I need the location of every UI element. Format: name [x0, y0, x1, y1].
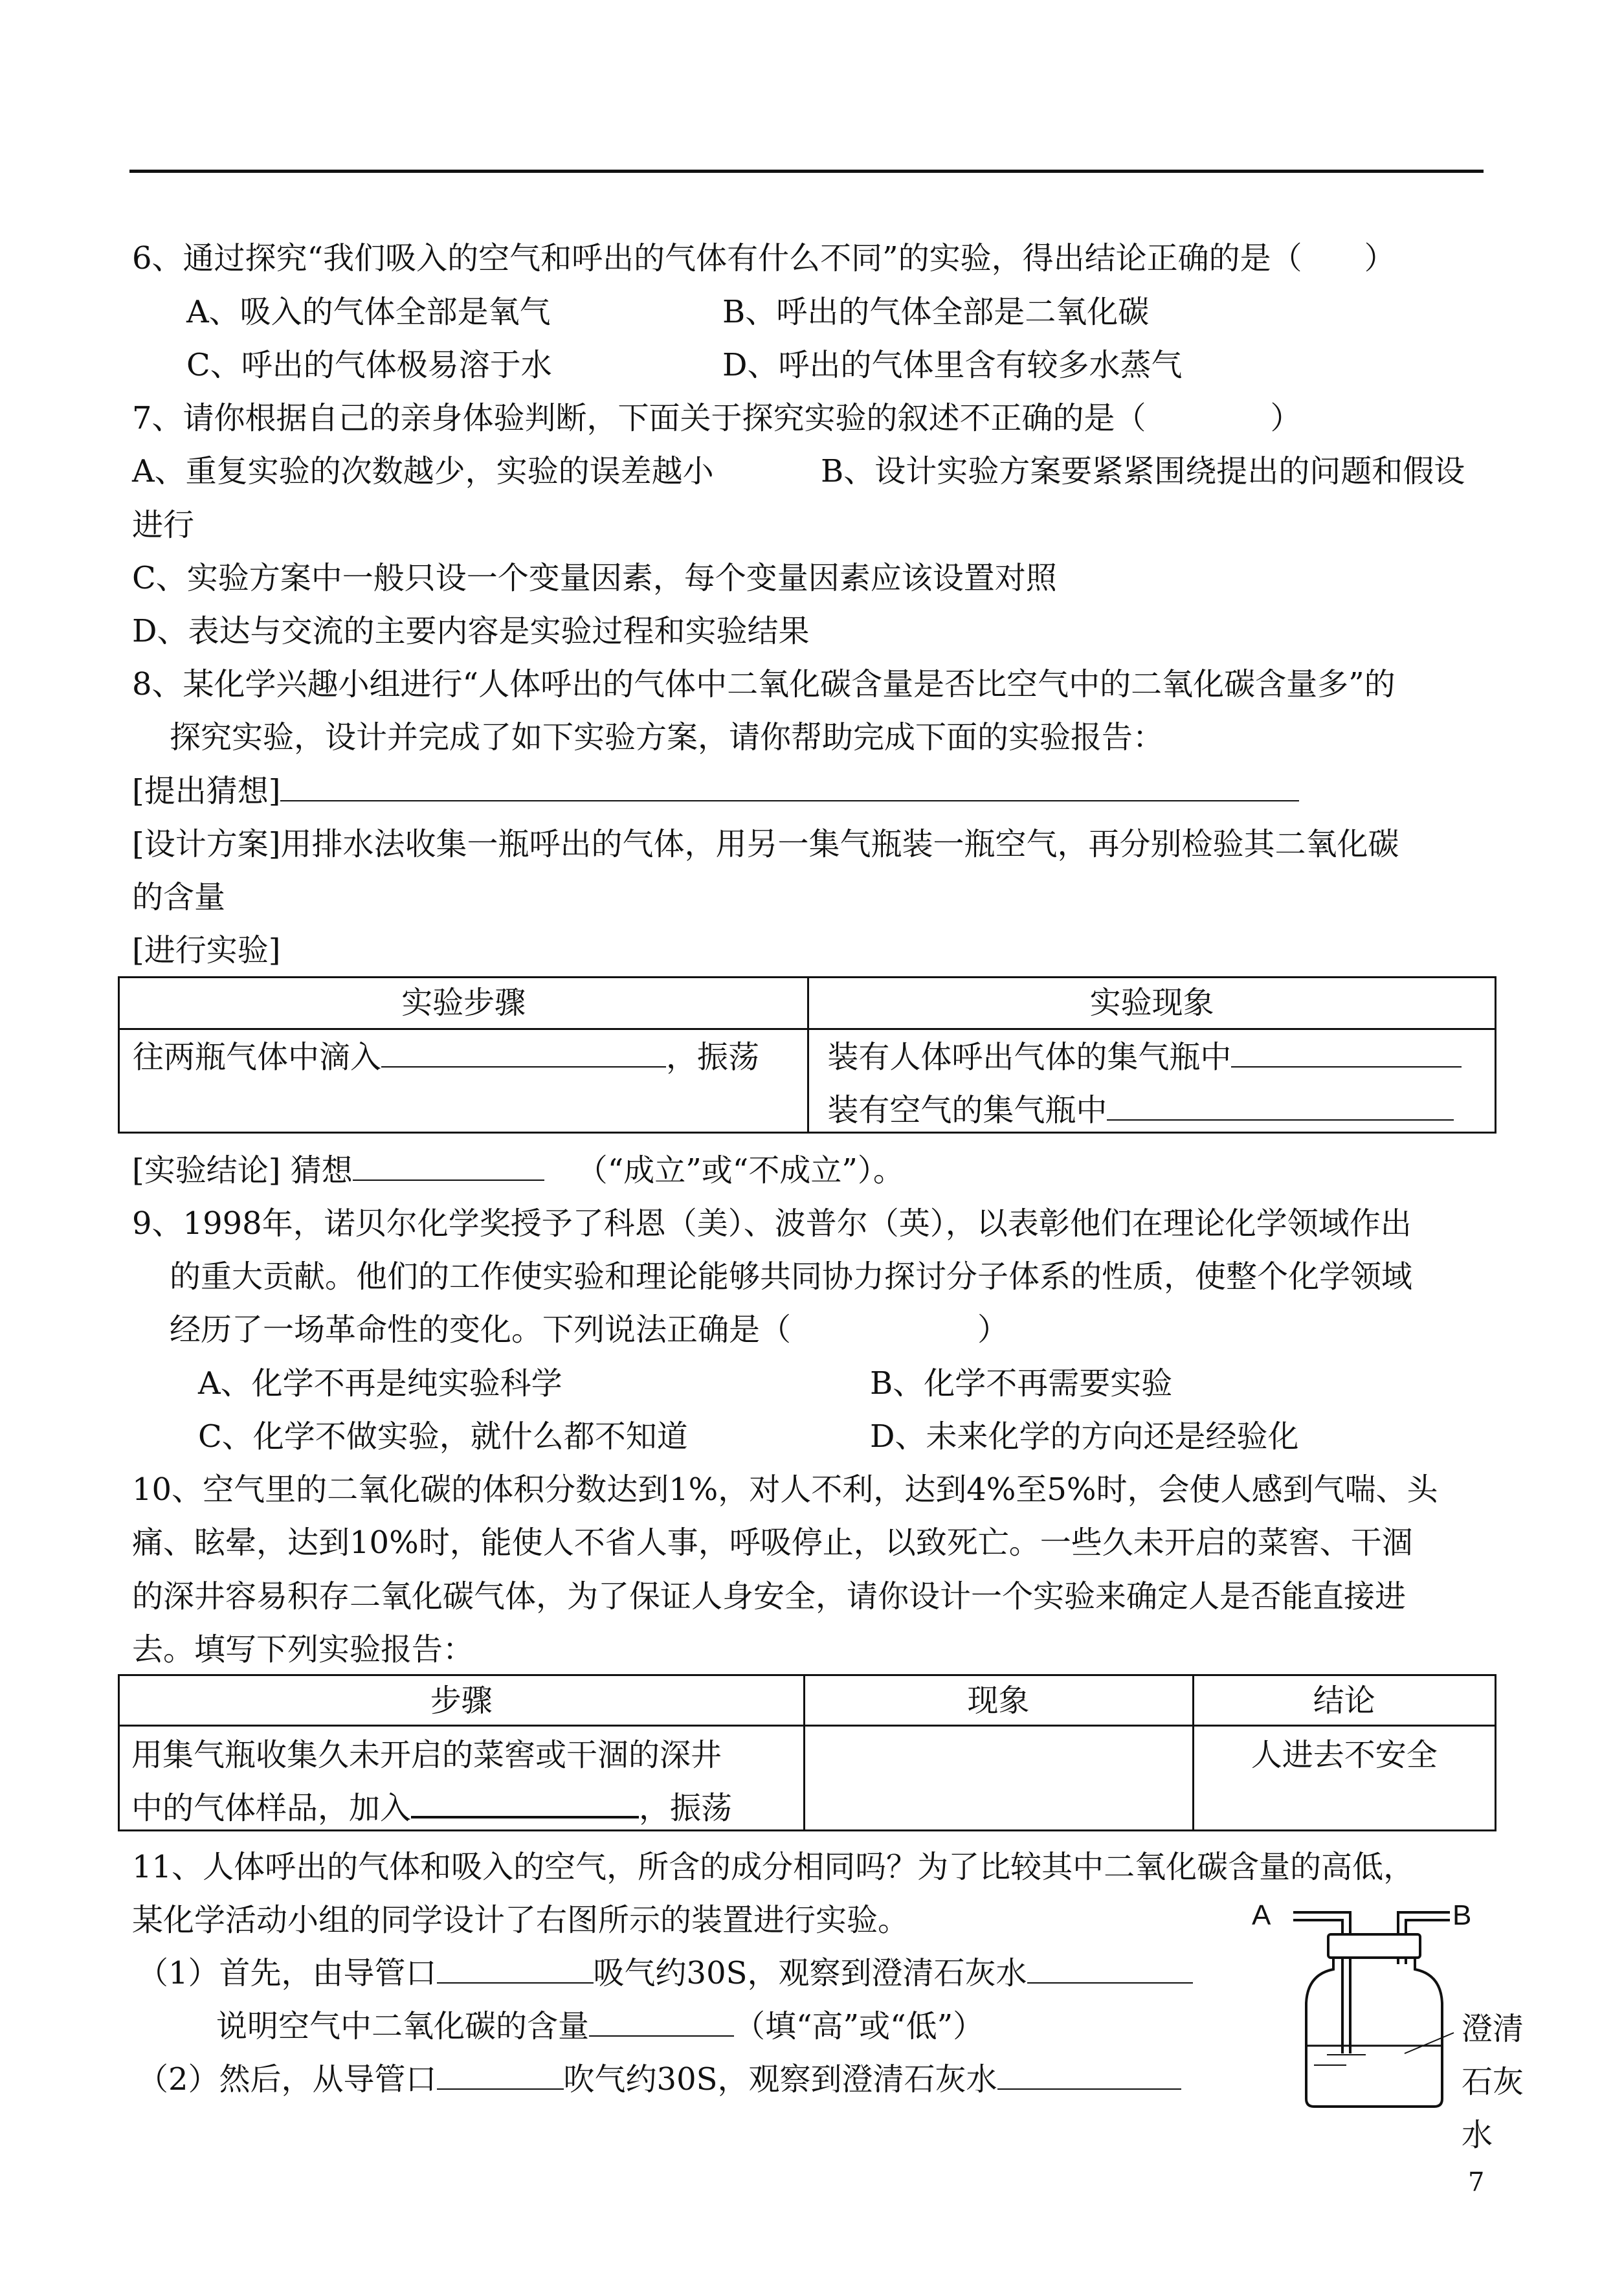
q8-design-line2: 的含量	[132, 879, 226, 915]
q10-table-header-row	[119, 1675, 1496, 1726]
q8-experiment-table	[118, 976, 1496, 1134]
q8-guess-label: [提出猜想]	[132, 773, 281, 809]
figure-caption-line1: 澄清	[1462, 2011, 1524, 2047]
q6-option-b: B、呼出的气体全部是二氧化碳	[722, 294, 1150, 330]
q10-step-line2	[131, 1787, 803, 1828]
q8-phen2-blank[interactable]	[1107, 1091, 1454, 1121]
q8-phen1-blank[interactable]	[1231, 1038, 1462, 1068]
q11-stem-line2: 某化学活动小组的同学设计了右图所示的装置进行实验。	[132, 1902, 909, 1938]
q9-stem-line2: 的重大贡献。他们的工作使实验和理论能够共同协力探讨分子体系的性质，使整个化学领域	[170, 1258, 1413, 1295]
q8-guess-line	[132, 772, 1299, 811]
q10-phenomenon-answer-cell[interactable]	[804, 1726, 1193, 1831]
q9-option-a: A、化学不再是纯实验科学	[198, 1365, 562, 1402]
q6-option-d: D、呼出的气体里含有较多水蒸气	[722, 347, 1183, 383]
q10-step-line1: 用集气瓶收集久未开启的菜窖或干涸的深井	[131, 1737, 722, 1773]
figure-label-b: B	[1452, 1899, 1472, 1931]
q7-option-a: A、重复实验的次数越少，实验的误差越小	[132, 453, 714, 489]
q6-option-a: A、吸入的气体全部是氧气	[186, 294, 551, 330]
q9-option-d: D、未来化学的方向还是经验化	[870, 1418, 1299, 1455]
q9-option-c: C、化学不做实验，就什么都不知道	[198, 1418, 688, 1455]
q8-run-label: [进行实验]	[132, 932, 281, 968]
q10-table-header-step: 步骤	[119, 1675, 805, 1726]
q11-part1-text-c: 说明空气中二氧化碳的含量	[216, 2008, 590, 2044]
figure-label-a: A	[1252, 1899, 1271, 1931]
header-rule	[129, 170, 1484, 173]
q11-part1-observation-blank[interactable]	[1027, 1954, 1193, 1984]
q11-part1-level-blank[interactable]	[589, 2007, 734, 2037]
q10-stem-line2: 痛、眩晕，达到10%时，能使人不省人事，呼吸停止，以致死亡。一些久未开启的菜窖、干涸	[132, 1525, 1413, 1561]
q8-table-header-step: 实验步骤	[119, 978, 808, 1029]
q8-conclusion-blank[interactable]	[353, 1151, 544, 1181]
q8-table-header-row	[119, 978, 1496, 1029]
q8-phen-line2	[827, 1091, 1495, 1130]
page-number: 7	[1468, 2167, 1485, 2197]
q11-part2-observation-blank[interactable]	[997, 2060, 1181, 2090]
q8-table-step-cell	[119, 1029, 808, 1133]
q7-option-b-continued: 进行	[132, 507, 195, 543]
q8-stem-line1: 8、某化学兴趣小组进行“人体呼出的气体中二氧化碳含量是否比空气中的二氧化碳含量多”的	[132, 666, 1396, 702]
q11-part1-text-b: 吸气约30S，观察到澄清石灰水	[593, 1955, 1027, 1991]
q11-part1-text-a: （1）首先，由导管口	[137, 1955, 437, 1991]
q8-step-text-a: 往两瓶气体中滴入	[133, 1039, 382, 1075]
q10-stem-line3: 的深井容易积存二氧化碳气体，为了保证人身安全，请你设计一个实验来确定人是否能直接进	[132, 1578, 1407, 1615]
q10-step2-text-b: ，振荡	[639, 1790, 733, 1826]
q8-reagent-blank[interactable]	[381, 1038, 666, 1068]
q10-table-header-phenomenon: 现象	[804, 1675, 1193, 1726]
q11-part2-port-blank[interactable]	[437, 2060, 564, 2090]
q8-conclusion-line	[132, 1151, 904, 1190]
q8-table-header-phenomenon: 实验现象	[808, 978, 1496, 1029]
q8-table-row	[119, 1029, 1496, 1133]
q9-option-b: B、化学不再需要实验	[870, 1365, 1173, 1402]
q10-stem-line1: 10、空气里的二氧化碳的体积分数达到1%，对人不利，达到4%至5%时，会使人感到气喘、头	[132, 1471, 1438, 1508]
q6-option-c: C、呼出的气体极易溶于水	[186, 347, 552, 383]
q11-part2-text-b: 吹气约30S，观察到澄清石灰水	[563, 2061, 997, 2097]
q7-option-d: D、表达与交流的主要内容是实验过程和实验结果	[132, 613, 810, 649]
q10-reagent-blank[interactable]	[411, 1787, 639, 1818]
q11-part1-line2	[216, 2007, 984, 2046]
q8-phen2-text: 装有空气的集气瓶中	[827, 1092, 1107, 1128]
q8-conclusion-text-b: （“成立”或“不成立”）。	[576, 1152, 904, 1189]
q10-table-step-cell	[119, 1726, 805, 1831]
figure-caption-line2: 石灰	[1462, 2064, 1524, 2100]
q11-stem-line1: 11、人体呼出的气体和吸入的空气，所含的成分相同吗？为了比较其中二氧化碳含量的高低，	[132, 1849, 1415, 1885]
q8-phen1-text: 装有人体呼出气体的集气瓶中	[827, 1039, 1232, 1075]
q10-table-row	[119, 1726, 1496, 1831]
gas-washing-bottle-diagram	[1288, 1893, 1456, 2113]
q10-step2-text-a: 中的气体样品，加入	[131, 1790, 412, 1826]
q11-part2-text-a: （2）然后，从导管口	[137, 2061, 437, 2097]
q11-part1-text-d: （填“高”或“低”）	[734, 2008, 984, 2044]
q11-part2-line	[137, 2060, 1181, 2099]
q8-design-line1: [设计方案]用排水法收集一瓶呼出的气体，用另一集气瓶装一瓶空气，再分别检验其二氧化碳	[132, 826, 1399, 862]
q8-stem-line2: 探究实验，设计并完成了如下实验方案，请你帮助完成下面的实验报告：	[170, 719, 1164, 755]
q8-table-phenomenon-cell	[808, 1029, 1496, 1133]
q8-guess-blank[interactable]	[280, 772, 1299, 801]
q6-stem: 6、通过探究“我们吸入的空气和呼出的气体有什么不同”的实验，得出结论正确的是（ ）	[132, 240, 1396, 276]
q9-stem-line1: 9、1998年，诺贝尔化学奖授予了科恩（美）、波普尔（英），以表彰他们在理论化学领域作出	[132, 1205, 1412, 1242]
q8-step-text-b: ，振荡	[666, 1039, 760, 1075]
q8-phen-line1	[827, 1038, 1495, 1077]
q9-stem-line3: 经历了一场革命性的变化。下列说法正确是（ ）	[170, 1312, 1009, 1348]
q7-stem: 7、请你根据自己的亲身体验判断，下面关于探究实验的叙述不正确的是（ ）	[132, 400, 1302, 436]
q10-table-header-conclusion: 结论	[1193, 1675, 1496, 1726]
q11-part1-line1	[137, 1954, 1193, 1993]
q10-conclusion-cell: 人进去不安全	[1193, 1726, 1496, 1831]
q7-option-c: C、实验方案中一般只设一个变量因素，每个变量因素应该设置对照	[132, 560, 1057, 596]
q10-report-table	[118, 1674, 1496, 1831]
figure-caption-line3: 水	[1462, 2117, 1493, 2153]
q10-stem-line4: 去。填写下列实验报告：	[132, 1631, 474, 1668]
q11-part1-port-blank[interactable]	[437, 1954, 594, 1984]
q7-option-b: B、设计实验方案要紧紧围绕提出的问题和假设	[821, 453, 1465, 489]
q8-conclusion-text-a: [实验结论] 猜想	[132, 1152, 353, 1189]
